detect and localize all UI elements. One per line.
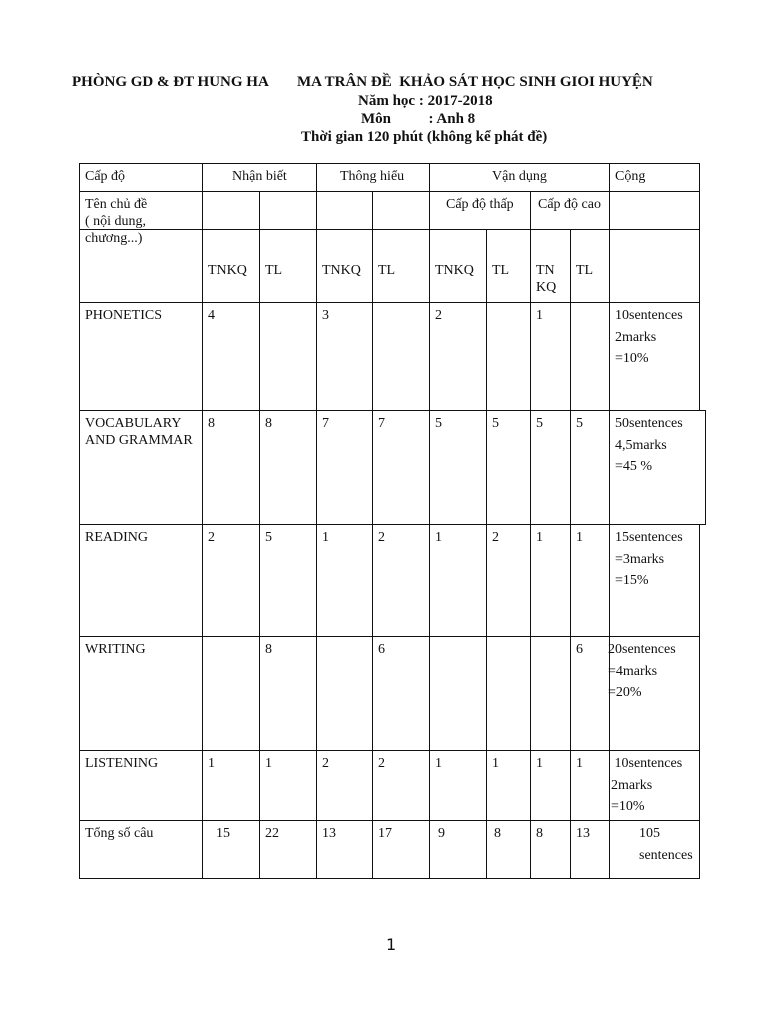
table-rule xyxy=(79,163,700,164)
table-rule xyxy=(570,229,571,879)
topic-cell: VOCABULARY AND GRAMMAR xyxy=(85,416,193,448)
school-year: Năm học : 2017-2018 xyxy=(358,93,493,109)
header-recognition: Nhận biết xyxy=(232,169,287,184)
value-cell: 1 xyxy=(576,530,583,545)
value-cell: 1 xyxy=(492,756,499,771)
total-cell: 50sentences 4,5marks =45 % xyxy=(615,416,683,474)
document-title: MA TRÂN ĐỀ KHẢO SÁT HỌC SINH GIOI HUYỆN xyxy=(297,74,653,90)
header-low-level: Cấp độ thấp xyxy=(446,197,514,212)
header-total: Cộng xyxy=(615,169,646,184)
header-question-type: TN KQ xyxy=(536,263,557,295)
header-question-type: TNKQ xyxy=(208,263,247,278)
value-cell: 2 xyxy=(208,530,215,545)
header-question-type: TL xyxy=(492,263,510,278)
header-question-type: TNKQ xyxy=(322,263,361,278)
table-rule xyxy=(429,163,430,879)
value-cell: 6 xyxy=(576,642,583,657)
table-rule xyxy=(79,302,700,303)
value-cell: 1 xyxy=(208,756,215,771)
value-cell: 6 xyxy=(378,642,385,657)
header-high-level: Cấp độ cao xyxy=(538,197,601,212)
value-cell: 8 xyxy=(494,826,501,841)
value-cell: 5 xyxy=(536,416,543,431)
table-rule xyxy=(79,878,700,879)
total-cell: 10sentences 2marks =10% xyxy=(611,756,683,814)
table-rule xyxy=(79,524,706,525)
topic-cell: Tổng số câu xyxy=(85,826,154,841)
table-rule xyxy=(79,410,706,411)
header-question-type: TL xyxy=(378,263,396,278)
value-cell: 7 xyxy=(378,416,385,431)
value-cell: 3 xyxy=(322,308,329,323)
total-cell: 20sentences =4marks =20% xyxy=(608,642,676,700)
value-cell: 8 xyxy=(208,416,215,431)
value-cell: 1 xyxy=(536,756,543,771)
value-cell: 5 xyxy=(576,416,583,431)
page-number: 1 xyxy=(386,935,397,954)
value-cell: 15 xyxy=(216,826,230,841)
topic-cell: PHONETICS xyxy=(85,308,163,323)
table-rule xyxy=(79,191,700,192)
value-cell: 22 xyxy=(265,826,279,841)
table-rule xyxy=(699,163,700,411)
table-rule xyxy=(699,524,700,879)
value-cell: 8 xyxy=(265,416,272,431)
table-rule xyxy=(609,163,610,879)
exam-time: Thời gian 120 phút (không kể phát đề) xyxy=(301,129,548,145)
value-cell: 1 xyxy=(322,530,329,545)
value-cell: 1 xyxy=(536,308,543,323)
value-cell: 1 xyxy=(435,756,442,771)
topic-cell: WRITING xyxy=(85,642,146,657)
total-cell: 10sentences 2marks =10% xyxy=(615,308,683,366)
header-question-type: TL xyxy=(576,263,594,278)
value-cell: 2 xyxy=(378,530,385,545)
value-cell: 2 xyxy=(492,530,499,545)
table-rule xyxy=(486,229,487,879)
topic-cell: READING xyxy=(85,530,148,545)
value-cell: 2 xyxy=(322,756,329,771)
value-cell: 1 xyxy=(536,530,543,545)
value-cell: 5 xyxy=(265,530,272,545)
total-cell: 15sentences =3marks =15% xyxy=(615,530,683,588)
table-rule xyxy=(259,191,260,879)
value-cell: 7 xyxy=(322,416,329,431)
total-cell: 105 sentences xyxy=(639,826,693,863)
value-cell: 8 xyxy=(265,642,272,657)
value-cell: 13 xyxy=(576,826,590,841)
value-cell: 4 xyxy=(208,308,215,323)
table-rule xyxy=(202,163,203,879)
value-cell: 9 xyxy=(438,826,445,841)
table-rule xyxy=(79,163,80,879)
table-rule xyxy=(79,750,700,751)
header-comprehension: Thông hiểu xyxy=(340,169,405,184)
header-application: Vận dụng xyxy=(492,169,547,184)
subject-line: Môn : Anh 8 xyxy=(361,111,476,127)
value-cell: 8 xyxy=(536,826,543,841)
value-cell: 17 xyxy=(378,826,392,841)
value-cell: 1 xyxy=(435,530,442,545)
table-rule xyxy=(705,410,706,525)
table-rule xyxy=(79,229,700,230)
header-topic: Tên chủ đề ( nội dung, chương...) xyxy=(85,197,148,246)
header-question-type: TL xyxy=(265,263,283,278)
value-cell: 1 xyxy=(265,756,272,771)
table-rule xyxy=(316,163,317,879)
table-rule xyxy=(530,191,531,879)
value-cell: 2 xyxy=(435,308,442,323)
table-rule xyxy=(372,191,373,879)
header-level: Cấp độ xyxy=(85,169,126,184)
topic-cell: LISTENING xyxy=(85,756,159,771)
header-question-type: TNKQ xyxy=(435,263,474,278)
value-cell: 5 xyxy=(435,416,442,431)
value-cell: 13 xyxy=(322,826,336,841)
department-name: PHÒNG GD & ĐT HUNG HA xyxy=(72,74,269,90)
table-rule xyxy=(79,636,700,637)
value-cell: 2 xyxy=(378,756,385,771)
value-cell: 1 xyxy=(576,756,583,771)
table-rule xyxy=(79,820,700,821)
value-cell: 5 xyxy=(492,416,499,431)
